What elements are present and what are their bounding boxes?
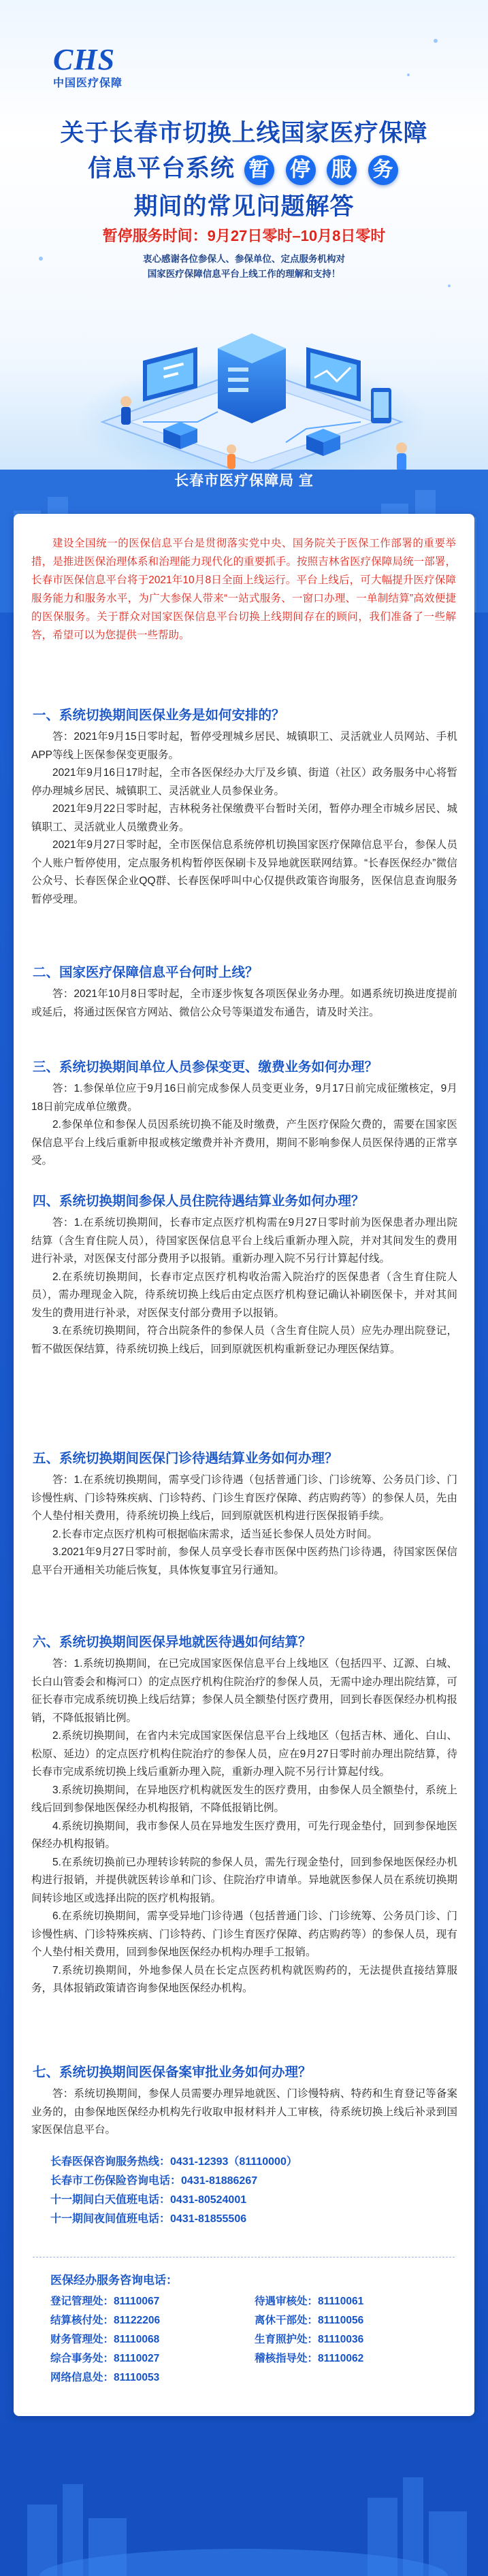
hero-badge-3: 服 [327, 155, 357, 185]
staff-row [50, 2330, 459, 2349]
answer-6-para-6: 6.在系统切换期间，需享受异地门诊待遇（包括普通门诊、门诊统筹、公务员门诊、门诊慢性病、门诊特殊疾病、门诊特药、门诊生育医疗保障、药店购药等）的参保人员，现有个人垫付相关费用，回到参保地医保经办机构办理手工报销。 [31, 1910, 457, 1958]
dept-number[interactable]: 81110036 [318, 2334, 364, 2345]
answer-5-para-3: 3.2021年9月27日零时前，参保人员享受长春市医保中医药热门诊待遇，待国家医保信息平台开通相关功能后恢复，具体恢复事宜另行通知。 [31, 1546, 457, 1576]
dept-number[interactable]: 81110062 [318, 2353, 364, 2364]
question-2: 二、国家医疗保障信息平台何时上线？ [33, 965, 259, 980]
question-6: 六、系统切换期间医保异地就医待遇如何结算？ [33, 1635, 312, 1650]
dept-number[interactable]: 81122206 [114, 2315, 161, 2326]
answer-6-para-7: 7.系统切换期间，外地参保人员在长定点医药机构就医购药的，无法提供直接结算服务，具体报销政策请咨询参保地医保经办机构。 [31, 1964, 457, 1994]
dept-label: 财务管理处： [50, 2334, 114, 2345]
dept-label: 生育照护处： [255, 2334, 319, 2345]
answer-4-para-2: 2.在系统切换期间，长春市定点医疗机构收治需入院治疗的医保患者（含生育住院人员），需办理现金入院，待系统切换上线后由定点医疗机构登记确认补刷医保卡，并对其间发生的费用进行补录，对医保支付部分费用予以报销。 [31, 1271, 457, 1319]
hotline-number[interactable]: 0431-80524001 [170, 2194, 247, 2206]
hero-title-line2 [0, 150, 488, 185]
answer-4-para-1: 答：1.在系统切换期间，长春市定点医疗机构需在9月27日零时前为医保患者办理出院结算（含生育住院人员），待国家医保信息平台上线后重新办理入院，并对其间发生的费用进行补录，对医保支付部分费用予以报销。重新办理入院不另行计算起付线。 [31, 1217, 457, 1265]
intro-paragraph: 建设全国统一的医保信息平台是贯彻落实党中央、国务院关于医保工作部署的重要举措，是推进医保治理体系和治理能力现代化的重要抓手。按照吉林省医疗保障局统一部署，长春市医保信息平台将于2021年10月8日全面上线运行。平台上线后，可大幅提升医疗保障服务能力和服务水平，为广大参保人带来“一站式服务、一窗口办理、一单制结算”高效便捷的医保服务。关于群众对国家医保信息平台切换上线期间存在的顾问，我们准备了一些解答，希望可以为您提供一些帮助。 [31, 538, 456, 641]
staff-phone-title: 医保经办服务咨询电话： [50, 2274, 178, 2287]
answer-5-para-2: 2.长春市定点医疗机构可根据临床需求，适当延长参保人员处方时间。 [52, 1528, 378, 1540]
hotline-label: 十一期间白天值班电话： [50, 2194, 171, 2206]
staff-row [50, 2311, 459, 2330]
answer-4 [31, 1214, 457, 1358]
answer-1-para-4: 2021年9月27日零时起，全市医保信息系统停机切换国家医疗保障信息平台，参保人员个人账户暂停使用，定点服务机构暂停医保刷卡及异地就医联网结算。“长春医保经办”微信公众号、长春医保企业QQ群、长春医保呼叫中心仅提供政策咨询服务，医保信息查询服务暂停受理。 [31, 839, 457, 905]
hero-badge-4: 务 [368, 155, 398, 185]
hotline-number[interactable]: 0431-81855506 [170, 2213, 247, 2225]
answer-6-para-1: 答：1.系统切换期间，在已完成国家医保信息平台上线地区（包括四平、辽源、白城、长白山管委会和梅河口）的定点医疗机构住院治疗的参保人员，无需中途办理出院结算，可征长春市完成系统切换上线后结算；参保人员全额垫付医疗费用，回到长春医保经办机构报销，不降低报销比例。 [31, 1658, 457, 1724]
answer-6-para-2: 2.系统切换期间，在省内未完成国家医保信息平台上线地区（包括吉林、通化、白山、松原、延边）的定点医疗机构住院治疗的参保人员，应在9月27日零时前办理出院结算，待长春市完成系统切换上线后重新办理入院，重新办理入院不另行计算起付线。 [31, 1730, 457, 1778]
answer-1 [31, 728, 457, 909]
answer-6-para-5: 5.在系统切换前已办理转诊转院的参保人员，需先行现金垫付，回到参保地医保经办机构进行报销，并提供就医转诊单和门诊、住院治疗申请单。异地就医参保人员在系统切换期间转诊地区或选择出院的医疗机构报销。 [31, 1856, 457, 1904]
dept-label: 结算核付处： [50, 2315, 114, 2326]
answer-6-para-4: 4.系统切换期间，我市参保人员在异地发生医疗费用，可先行现金垫付，回到参保地医保经办机构报销。 [31, 1820, 457, 1850]
question-4: 四、系统切换期间参保人员住院待遇结算业务如何办理？ [33, 1194, 365, 1209]
answer-1-para-3: 2021年9月22日零时起，吉林税务社保缴费平台暂时关闭，暂停办理全市城乡居民、城镇职工、灵活就业人员缴费业务。 [31, 803, 457, 833]
question-5: 五、系统切换期间医保门诊待遇结算业务如何办理？ [33, 1451, 338, 1466]
thanks-line1: 衷心感谢各位参保人、参保单位、定点服务机构对 [143, 254, 345, 264]
staff-cell [50, 2292, 255, 2311]
staff-cell [255, 2311, 459, 2330]
staff-row [50, 2368, 459, 2387]
hotline-label: 长春市工伤保险咨询电话： [50, 2175, 182, 2187]
hero-badge-1: 暂 [244, 155, 274, 185]
staff-cell [50, 2349, 255, 2368]
dept-number[interactable]: 81110056 [318, 2315, 364, 2326]
answer-7-para-1: 答：系统切换期间，参保人员需要办理异地就医、门诊慢特病、特药和生育登记等备案业务的，由参保地医保经办机构先行收取申报材料并人工审核，待系统切换上线后补录到国家医保信息平台。 [31, 2088, 457, 2136]
hero-title-line3: 期间的常见问题解答 [133, 193, 355, 220]
pause-time: 暂停服务时间：9月27日零时–10月8日零时 [102, 227, 386, 244]
question-3: 三、系统切换期间单位人员参保变更、缴费业务如何办理？ [33, 1060, 378, 1075]
hero-title-line2-text: 信息平台系统 [88, 155, 235, 182]
issuer: 长春市医疗保障局 宣 [174, 473, 314, 489]
staff-cell [50, 2368, 255, 2387]
staff-row [50, 2349, 459, 2368]
staff-cell [50, 2330, 255, 2349]
dept-label: 稽核指导处： [255, 2353, 319, 2364]
hotline-number[interactable]: 0431-81886267 [181, 2175, 258, 2187]
dept-number[interactable]: 81110068 [114, 2334, 160, 2345]
answer-7 [31, 2085, 457, 2140]
answer-3-para-2: 2.参保单位和参保人员因系统切换不能及时缴费，产生医疗保险欠费的，需要在国家医保信息平台上线后重新申报或核定缴费并补齐费用，期间不影响参保人员医保待遇的正常享受。 [31, 1119, 457, 1167]
hero-title-line1: 关于长春市切换上线国家医疗保障 [60, 120, 428, 146]
answer-5-para-1: 答：1.在系统切换期间，需享受门诊待遇（包括普通门诊、门诊统筹、公务员门诊、门诊慢性病、门诊特殊疾病、门诊特药、门诊生育医疗保障、药店购药等）的参保人员，先由个人垫付相关费用，待系统切换上线后，回到原就医机构进行医保报销手续。 [31, 1474, 457, 1522]
answer-3 [31, 1080, 457, 1171]
hero-badge-2: 停 [286, 155, 316, 185]
answer-4-para-3: 3.在系统切换期间，符合出院条件的参保人员（含生育住院人员）应先办理出院登记，暂不做医保结算，待系统切换上线后，回到原就医机构重新登记办理医保结算。 [31, 1325, 457, 1355]
answer-2-para-1: 答：2021年10月8日零时起，全市逐步恢复各项医保业务办理。如遇系统切换进度提前或延后，将通过医保官方网站、微信公众号等渠道发布通告，请及时关注。 [31, 988, 457, 1018]
hotline-label: 十一期间夜间值班电话： [50, 2213, 171, 2225]
answer-1-para-2: 2021年9月16日17时起，全市各医保经办大厅及乡镇、街道（社区）政务服务中心将暂停办理城乡居民、城镇职工、灵活就业人员参保业务。 [31, 767, 457, 797]
logo-mark: CHS [53, 43, 116, 76]
hotline-label: 长春医保咨询服务热线： [50, 2156, 171, 2168]
hotline-number[interactable]: 0431-12393（81110000） [170, 2156, 297, 2168]
dept-label: 离休干部处： [255, 2315, 319, 2326]
chs-logo [53, 42, 123, 90]
question-7: 七、系统切换期间医保备案审批业务如何办理？ [33, 2065, 312, 2080]
dept-number[interactable]: 81110067 [114, 2296, 160, 2307]
hotline-row [50, 2191, 459, 2210]
answer-5 [31, 1471, 457, 1580]
hotline-list [50, 2153, 459, 2229]
staff-phone-grid [50, 2292, 459, 2387]
footer-skyline-icon [0, 2423, 488, 2576]
thanks-line2: 国家医疗保障信息平台上线工作的理解和支持！ [147, 269, 341, 279]
dept-label: 待遇审核处： [255, 2296, 319, 2307]
dept-number[interactable]: 81110053 [114, 2372, 160, 2383]
hotline-row [50, 2210, 459, 2229]
staff-cell [255, 2292, 459, 2311]
question-1: 一、系统切换期间医保业务是如何安排的？ [33, 708, 285, 723]
data-platform-illustration-icon [61, 286, 442, 490]
hotline-row [50, 2172, 459, 2191]
dept-label: 综合事务处： [50, 2353, 114, 2364]
dept-number[interactable]: 81110061 [318, 2296, 364, 2307]
answer-1-para-1: 答：2021年9月15日零时起，暂停受理城乡居民、城镇职工、灵活就业人员网站、手机APP等线上医保参保变更服务。 [31, 731, 457, 761]
dept-label: 网络信息处： [50, 2372, 114, 2383]
answer-6-para-3: 3.系统切换期间，在异地医疗机构就医发生的医疗费用，由参保人员全额垫付，系统上线后回到参保地医保经办机构报销，不降低报销比例。 [31, 1784, 457, 1814]
answer-2 [31, 985, 457, 1022]
staff-cell [50, 2311, 255, 2330]
dept-number[interactable]: 81110027 [114, 2353, 160, 2364]
logo-org-name: 中国医疗保障 [53, 78, 123, 89]
staff-cell [255, 2349, 459, 2368]
staff-cell [255, 2330, 459, 2349]
staff-row [50, 2292, 459, 2311]
answer-3-para-1: 答：1.参保单位应于9月16日前完成参保人员变更业务，9月17日前完成征缴核定，9月18日前完成单位缴费。 [31, 1083, 457, 1113]
thanks-note [0, 252, 488, 282]
hotline-row [50, 2153, 459, 2172]
answer-6 [31, 1655, 457, 1998]
dept-label: 登记管理处： [50, 2296, 114, 2307]
